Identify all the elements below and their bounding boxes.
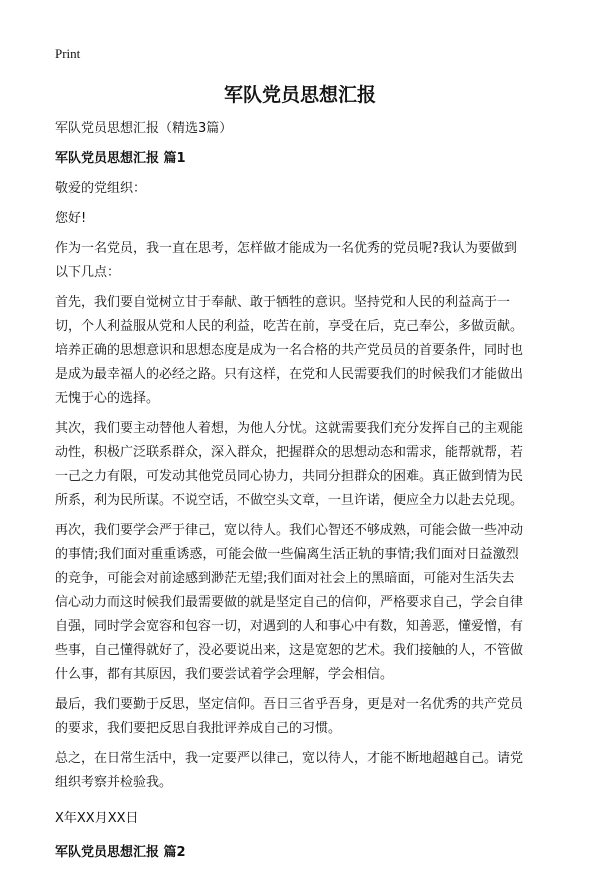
greeting: 敬爱的党组织： <box>55 181 147 196</box>
paragraph: 再次，我们要学会严于律己，宽以待人。我们心智还不够成熟，可能会做一些冲动的事情;我们面对重重诱惑，可能会做一些偏离生活正轨的事情;我们面对日益激烈的竞争，可能会对前途感到渺茫无望;我们面对社会上的黑暗面，可能对生活失去信心动力而这时候我们最需要做的就是坚定自己的信仰，严格要求自己，学会自律自强，同时学会宽容和包容一切，对遇到的人和事心中有数，知善恶，懂爱憎，有些事，自己懂得就好了，没必要说出来，这是宽恕的艺术。我们接触的人，不管做什么事，都有其原因，我们要尝试着学会理解，学会相信。 <box>55 523 524 682</box>
section-heading-1: 军队党员思想汇报 篇1 <box>55 151 186 166</box>
section-heading-2: 军队党员思想汇报 篇2 <box>55 845 186 860</box>
page-title: 军队党员思想汇报 <box>223 84 376 106</box>
print-link[interactable]: Print <box>55 46 81 61</box>
paragraph: 总之，在日常生活中，我一定要严以律己，宽以待人，才能不断地超越自己。请党组织考察并检验我。 <box>55 751 524 790</box>
paragraph: 其次，我们要主动替他人着想，为他人分忧。这就需要我们充分发挥自己的主观能动性，积极广泛联系群众，深入群众，把握群众的思想动态和需求，能帮就帮，若一己之力有限，可发动其他党员同心协力，共同分担群众的困难。真正做到情为民所系，利为民所谋。不说空话，不做空头文章，一旦许诺，便应全力以赴去兑现。 <box>55 421 524 508</box>
paragraph: 作为一名党员，我一直在思考，怎样做才能成为一名优秀的党员呢?我认为要做到以下几点： <box>55 241 517 280</box>
document-body <box>55 117 527 871</box>
hello: 您好! <box>55 211 87 226</box>
date: X年XX月XX日 <box>55 811 139 826</box>
subtitle: 军队党员思想汇报（精选3篇） <box>55 121 233 136</box>
paragraph: 最后，我们要勤于反思，坚定信仰。吾日三省乎吾身，更是对一名优秀的共产党员的要求，我们要把反思自我批评养成自己的习惯。 <box>55 697 524 736</box>
paragraph: 首先，我们要自觉树立甘于奉献、敢于牺牲的意识。坚持党和人民的利益高于一切，个人利益服从党和人民的利益，吃苦在前，享受在后，克己奉公，多做贡献。培养正确的思想意识和思想态度是成为一名合格的共产党员员的首要条件，同时也是成为最幸福人的必经之路。只有这样，在党和人民需要我们的时候我们才能做出无愧于心的选择。 <box>55 295 524 406</box>
